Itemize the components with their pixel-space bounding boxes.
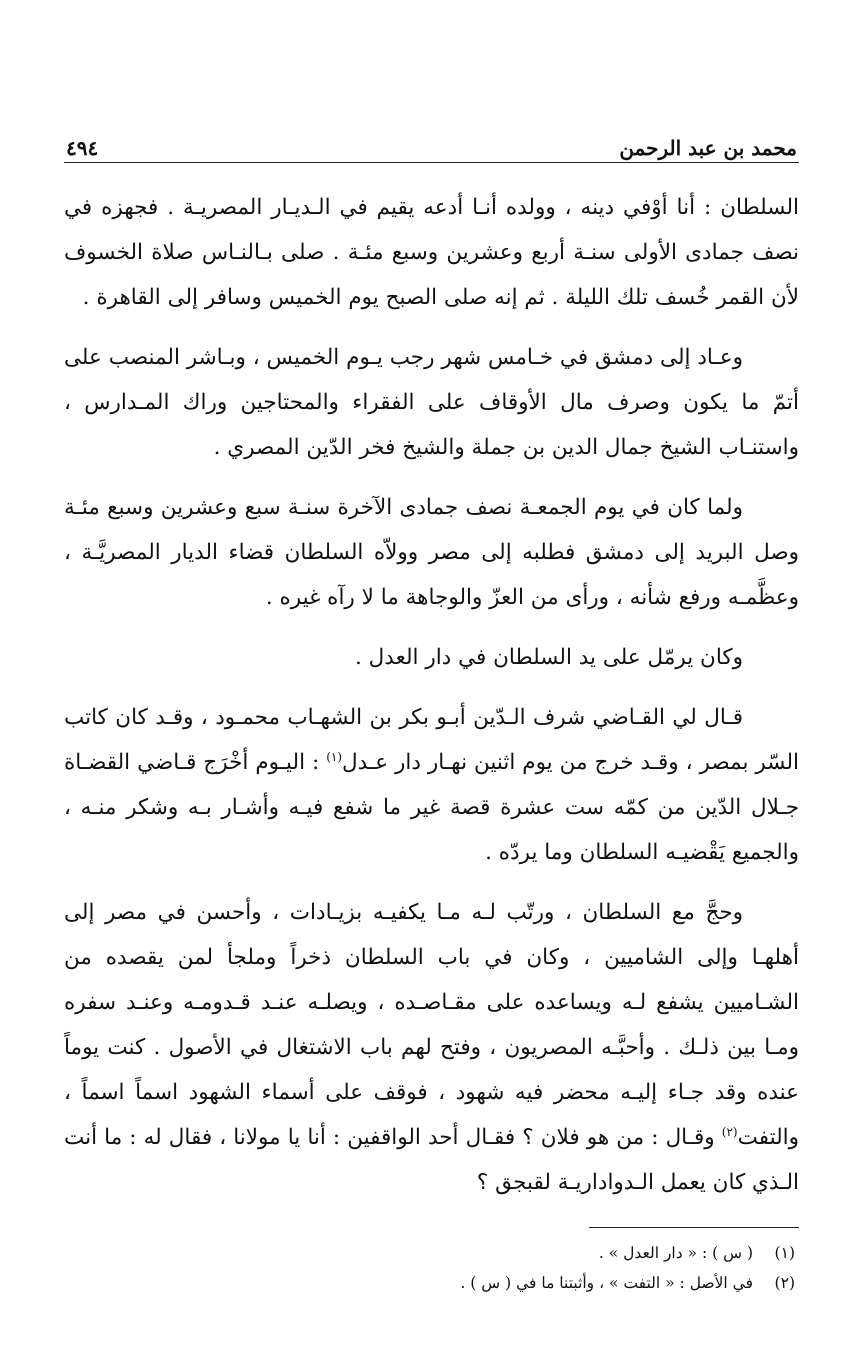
paragraph-3: ولما كان في يوم الجمعـة نصف جمادى الآخرة سنـة سبع وعشرين وسبع مئـة وصل البريد إلى دمشق فطلبه إلى مصر وولاّه السلطان قضاء الديار المصريَّـة ، وعظَّمـه ورفع شأنه ، ورأى من العزّ والوجاهة ما لا رآه غيره . <box>64 495 799 610</box>
paragraph-6-text-after: وقـال : من هو فلان ؟ فقـال أحد الواقفين : أنا يا مولانا ، فقال له : ما أنت الـذي كان يعمل الـدواداريـة لقبجق ؟ <box>64 1125 799 1195</box>
paragraph-4: وكان يرمّل على يد السلطان في دار العدل . <box>355 645 743 670</box>
footnote-divider <box>589 1227 799 1228</box>
paragraph-6-text-before: وحجَّ مع السلطان ، ورتّب لـه مـا يكفيـه بزيـادات ، وأحسن في مصر إلى أهلهـا وإلى الشاميين ، وكان في باب السلطان ذخراً وملجأ لمن يقصده من الشـاميين يشفع لـه ويساعده على مقـاصـده ، ويصلـه عنـد قـدومـه وعنـد سفره ومـا بين ذلـك . وأحبَّـه المصريون ، وفتح لهم باب الاشتغال في الأصول . كنت يوماً عنده وقد جـاء إليـه محضر فيه شهود ، فوقف على أسماء الشهود اسماً اسماً ، والتفت <box>64 900 799 1150</box>
paragraph-5-text-before: قـال لي القـاضي شرف الـدّين أبـو بكر بن الشهـاب محمـود ، وقـد كان كاتب السّر بمصر ، وقـد خرج من يوم اثنين نهـار دار عـدل <box>64 705 799 775</box>
running-title: محمد بن عبد الرحمن <box>619 136 797 160</box>
book-page <box>64 126 799 1372</box>
footnote-2-text: في الأصل : « التفت » ، وأثبتنا ما في ( س ) . <box>460 1274 753 1292</box>
paragraph-5 <box>64 695 799 875</box>
footnote-ref-2: (٢) <box>721 1124 738 1139</box>
footnote-2-number: (٢) <box>774 1274 795 1292</box>
body-text <box>64 185 799 1205</box>
paragraph-6 <box>64 890 799 1205</box>
footnote-1 <box>64 1238 799 1268</box>
footnote-ref-1: (١) <box>326 749 343 764</box>
paragraph-2: وعـاد إلى دمشق في خـامس شهر رجب يـوم الخميس ، وبـاشر المنصب على أتمّ ما يكون وصرف مال الأوقاف على الفقراء والمحتاجين وراك المـدارس ، واستنـاب الشيخ جمال الدين بن جملة والشيخ فخر الدّين المصري . <box>64 345 799 460</box>
footnote-1-text: ( س ) : « دار العدل » . <box>598 1244 753 1262</box>
footnotes <box>64 1238 799 1298</box>
paragraph-1: السلطان : أنا أوْفي دينه ، وولده أنـا أدعه يقيم في الـديـار المصريـة . فجهزه في نصف جمادى الأولى سنـة أربع وعشرين وسبع مئـة . صلى بـالنـاس صلاة الخسوف لأن القمر خُسف تلك الليلة . ثم إنه صلى الصبح يوم الخميس وسافر إلى القاهرة . <box>64 195 799 310</box>
running-header <box>64 126 799 163</box>
footnote-1-number: (١) <box>774 1244 795 1262</box>
paragraph-5-text-after: : اليـوم أخْرَج قـاضي القضـاة جـلال الدّين من كمّه ست عشرة قصة غير ما شفع فيـه وأشـار بـه وشكر منـه ، والجميع يَقْضيـه السلطان وما يردّه . <box>64 750 799 865</box>
footnote-2 <box>64 1268 799 1298</box>
page-number: ٤٩٤ <box>66 136 99 160</box>
